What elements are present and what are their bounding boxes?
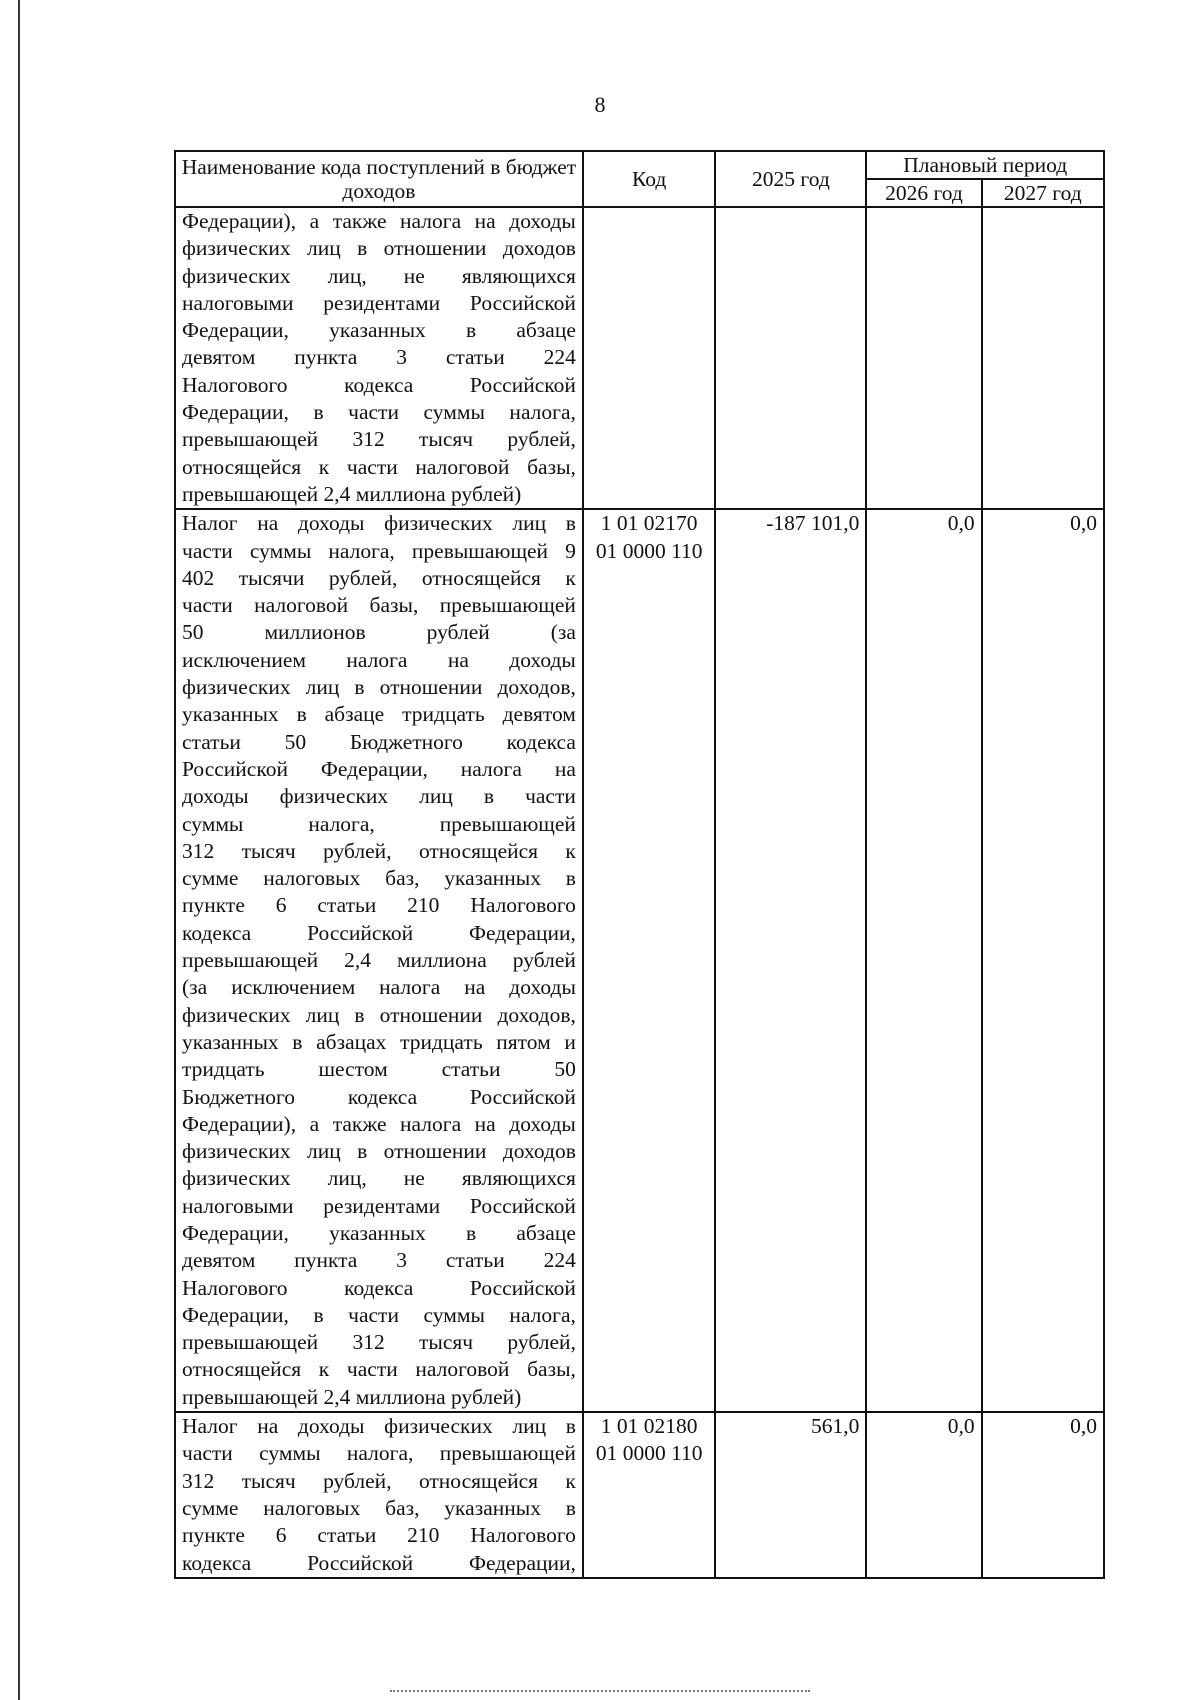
row-name-line: указанных в абзацах тридцать пятом и — [182, 1029, 576, 1054]
row-2025-cell: 561,0 — [715, 1412, 866, 1578]
header-2027: 2027 год — [982, 179, 1104, 207]
row-name-line: относящейся к части налоговой базы, — [182, 1357, 576, 1382]
row-name-line: кодекса Российской Федерации, — [182, 1550, 576, 1575]
row-name-line: пункте 6 статьи 210 Налогового — [182, 1523, 576, 1548]
row-name-line: кодекса Российской Федерации, — [182, 920, 576, 945]
row-name-line: (за исключением налога на доходы — [182, 975, 576, 1000]
header-name: Наименование кода поступлений в бюджет доходов — [175, 151, 583, 207]
row-name-line: части суммы налога, превышающей — [182, 1441, 576, 1466]
page-number: 8 — [594, 92, 606, 117]
row-2027-cell — [982, 207, 1104, 509]
row-name-line: суммы налога, превышающей — [182, 811, 576, 836]
row-name-line: Налогового кодекса Российской — [182, 372, 576, 397]
row-code-cell: 1 01 02170 01 0000 110 — [583, 509, 716, 1412]
table-row — [175, 1412, 1104, 1578]
row-name-line: Налог на доходы физических лиц в — [182, 1414, 576, 1439]
row-name-line: Российской Федерации, налога на — [182, 756, 576, 781]
row-name-line: Федерации), а также налога на доходы — [182, 1111, 576, 1136]
scan-bottom-mark — [390, 1690, 810, 1694]
row-2026-cell — [866, 207, 981, 509]
row-name-line: части суммы налога, превышающей 9 — [182, 538, 576, 563]
table-header — [175, 151, 1104, 207]
row-name-line: 312 тысяч рублей, относящейся к — [182, 838, 576, 863]
row-name-line: физических лиц в отношении доходов, — [182, 675, 576, 700]
row-name-line: статьи 50 Бюджетного кодекса — [182, 729, 576, 754]
row-name-line: сумме налоговых баз, указанных в — [182, 1495, 576, 1520]
row-name-cell — [175, 1412, 583, 1578]
revenue-table — [174, 150, 1105, 1579]
row-name-line: Федерации, указанных в абзаце — [182, 318, 576, 343]
row-name-line: 50 миллионов рублей (за — [182, 620, 576, 645]
row-name-line: относящейся к части налоговой базы, — [182, 454, 576, 479]
row-name-line: физических лиц, не являющихся — [182, 1166, 576, 1191]
row-name-line: девятом пункта 3 статьи 224 — [182, 345, 576, 370]
header-planned-period: Плановый период — [866, 151, 1104, 179]
row-name-line: доходы физических лиц в части — [182, 784, 576, 809]
header-2026: 2026 год — [866, 179, 981, 207]
row-name-line: превышающей 312 тысяч рублей, — [182, 1330, 576, 1355]
row-name-line: Федерации, указанных в абзаце — [182, 1220, 576, 1245]
row-name-line: физических лиц в отношении доходов, — [182, 1002, 576, 1027]
row-name-line: пункте 6 статьи 210 Налогового — [182, 893, 576, 918]
row-name-line: физических лиц, не являющихся — [182, 263, 576, 288]
row-2027-cell: 0,0 — [982, 509, 1104, 1412]
header-code: Код — [583, 151, 716, 207]
header-2025: 2025 год — [715, 151, 866, 207]
row-name-line: налоговыми резидентами Российской — [182, 290, 576, 315]
row-name-line: превышающей 2,4 миллиона рублей — [182, 948, 576, 973]
row-name-line: 312 тысяч рублей, относящейся к — [182, 1468, 576, 1493]
row-name-line: налоговыми резидентами Российской — [182, 1193, 576, 1218]
row-name-line: 402 тысячи рублей, относящейся к — [182, 565, 576, 590]
row-2025-cell — [715, 207, 866, 509]
row-name-line: Налог на доходы физических лиц в — [182, 511, 576, 536]
row-2026-cell: 0,0 — [866, 509, 981, 1412]
row-name-line: превышающей 312 тысяч рублей, — [182, 427, 576, 452]
row-name-line: девятом пункта 3 статьи 224 — [182, 1248, 576, 1273]
row-name-line: Федерации, в части суммы налога, — [182, 1302, 576, 1327]
row-name-line: Бюджетного кодекса Российской — [182, 1084, 576, 1109]
row-name-line: физических лиц в отношении доходов — [182, 236, 576, 261]
row-2027-cell: 0,0 — [982, 1412, 1104, 1578]
table-body — [175, 207, 1104, 1578]
row-name-line: превышающей 2,4 миллиона рублей) — [182, 1384, 522, 1409]
row-2026-cell: 0,0 — [866, 1412, 981, 1578]
scan-left-edge — [18, 0, 20, 1700]
row-name-line: Федерации, в части суммы налога, — [182, 400, 576, 425]
row-name-line: тридцать шестом статьи 50 — [182, 1057, 576, 1082]
row-name-line: сумме налоговых баз, указанных в — [182, 866, 576, 891]
row-name-line: исключением налога на доходы — [182, 647, 576, 672]
row-name-line: превышающей 2,4 миллиона рублей) — [182, 481, 522, 506]
row-code-cell: 1 01 02180 01 0000 110 — [583, 1412, 716, 1578]
row-name-line: Федерации), а также налога на доходы — [182, 209, 576, 233]
row-name-line: физических лиц в отношении доходов — [182, 1139, 576, 1164]
row-name-cell — [175, 509, 583, 1412]
row-code-cell — [583, 207, 716, 509]
row-name-line: Налогового кодекса Российской — [182, 1275, 576, 1300]
row-name-line: части налоговой базы, превышающей — [182, 593, 576, 618]
row-name-cell — [175, 207, 583, 509]
row-2025-cell: -187 101,0 — [715, 509, 866, 1412]
table-row — [175, 509, 1104, 1412]
row-name-line: указанных в абзаце тридцать девятом — [182, 702, 576, 727]
table-row — [175, 207, 1104, 509]
